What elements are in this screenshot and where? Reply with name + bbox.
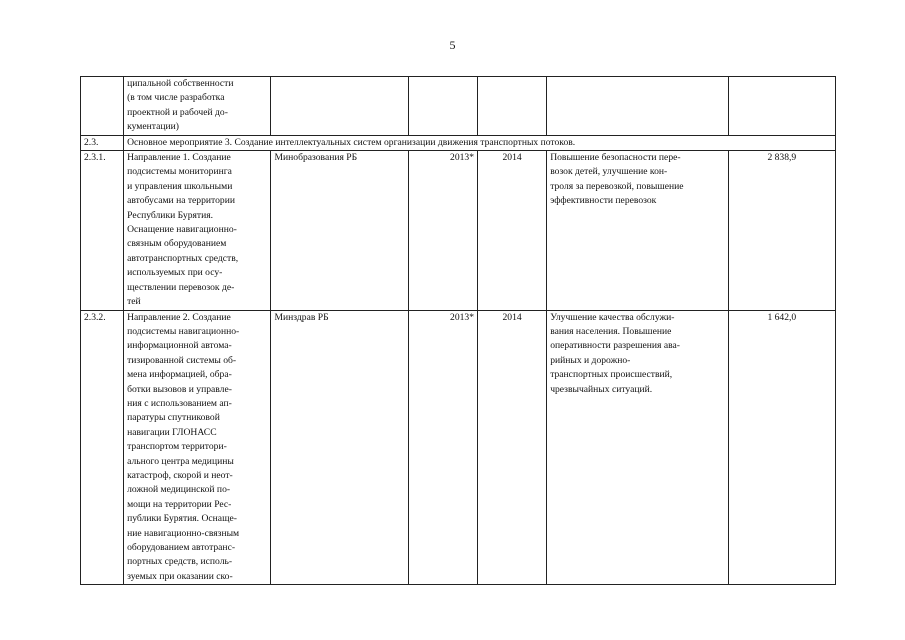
cell-number [81,77,124,136]
executor: Минздрав РБ [271,310,408,585]
start-year: 2013* [408,310,477,585]
cell-result [547,77,728,136]
executor: Минобразования РБ [271,151,408,310]
cell-amount [728,77,835,136]
row-number: 2.3.2. [81,310,124,585]
program-table [80,76,836,585]
table-row [81,151,836,310]
cell-executor [271,77,408,136]
funding-amount: 2 838,9 [728,151,835,310]
funding-amount: 1 642,0 [728,310,835,585]
measure-name: Направление 1. Создание подсистемы мониторинга и управления школьными автобусами на территории Республики Бурятия. Оснащение навигационно- связным оборудованием автотранспортных средств, используемых при осу- ществлении перевозок де- тей [127,152,239,308]
section-number: 2.3. [81,135,124,150]
cell-name [124,310,271,585]
table-row-section [81,135,836,150]
measure-name: Направление 2. Создание подсистемы навигационно- информационной автома- тизированной системы об- мена информацией, обра- ботки вызовов и управле- ния с использованием ап- паратуры спутниковой навигации ГЛОНАСС транспортом территори- ального центра медицины катастроф, скорой и неот- ложной медицинской по- мощи на территории Рес- публики Бурятия. Оснаще- ние навигационно-связным оборудованием автотранс- портных средств, исполь- зуемых при оказании ско- [127,311,240,582]
row-number: 2.3.1. [81,151,124,310]
table-row-continuation [81,77,836,136]
cell-name [124,77,271,136]
expected-result: Повышение безопасности пере- возок детей, улучшение кон- троля за перевозкой, повышение эффективности перевозок [550,152,684,207]
cell-end-year [478,77,547,136]
end-year: 2014 [478,310,547,585]
measure-name: ципальной собственности (в том числе разработка проектной и рабочей до- кументации) [127,78,234,133]
end-year: 2014 [478,151,547,310]
cell-start-year [408,77,477,136]
table-row [81,310,836,585]
cell-result [547,151,728,310]
cell-name [124,151,271,310]
section-title: Основное мероприятие 3. Создание интеллектуальных систем организации движения транспортных потоков. [124,135,836,150]
cell-result [547,310,728,585]
page-number: 5 [449,38,456,52]
expected-result: Улучшение качества обслужи- вания населения. Повышение оперативности разрешения ава- рийных и дорожно- транспортных происшествий, чрезвычайных ситуаций. [550,311,680,395]
start-year: 2013* [408,151,477,310]
